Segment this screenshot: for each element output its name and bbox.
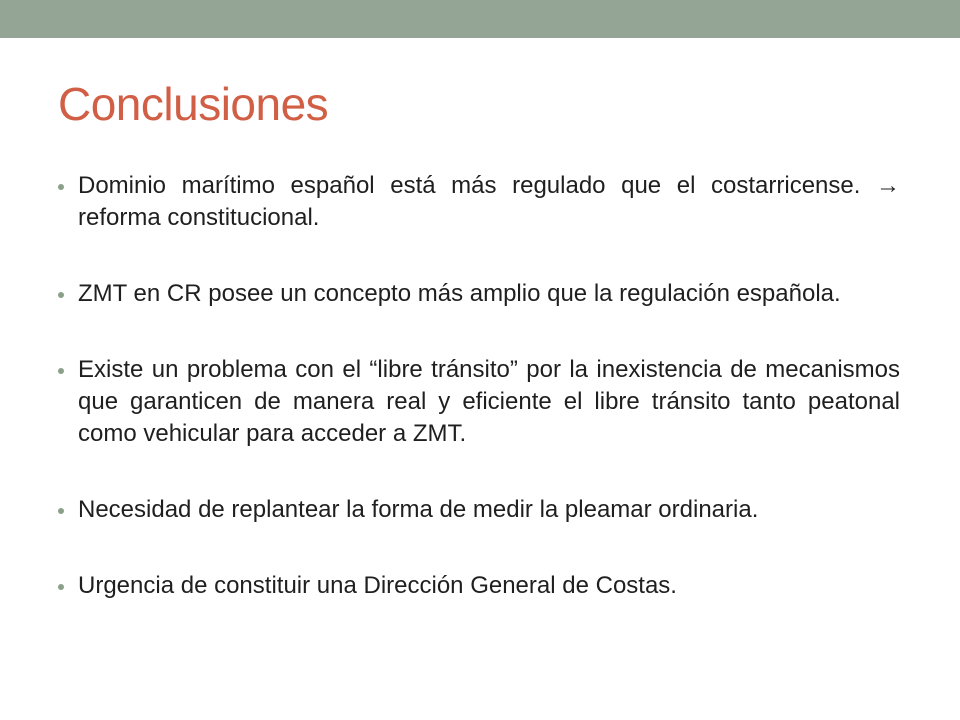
slide-title: Conclusiones xyxy=(58,78,329,130)
bullet-dot-icon xyxy=(58,184,64,190)
bullet-list xyxy=(58,170,900,602)
bullet-item xyxy=(58,494,900,526)
bullet-text: Necesidad de replantear la forma de medir la pleamar ordinaria. xyxy=(78,496,759,523)
bullet-text: Existe un problema con el “libre tránsito” por la inexistencia de mecanismos que garanticen de manera real y eficiente el libre tránsito tanto peatonal como vehicular para acceder a ZMT. xyxy=(78,356,900,447)
bullet-text: ZMT en CR posee un concepto más amplio que la regulación española. xyxy=(78,280,841,307)
bullet-dot-icon xyxy=(58,368,64,374)
bullet-item xyxy=(58,570,900,602)
bullet-item xyxy=(58,354,900,450)
bullet-item xyxy=(58,278,900,310)
bullet-text: Dominio marítimo español está más regulado que el costarricense. → reforma constitucional. xyxy=(78,172,900,231)
bullet-dot-icon xyxy=(58,508,64,514)
bullet-dot-icon xyxy=(58,292,64,298)
bullet-item xyxy=(58,170,900,234)
slide-header-bar xyxy=(0,0,960,38)
bullet-dot-icon xyxy=(58,584,64,590)
bullet-text: Urgencia de constituir una Dirección General de Costas. xyxy=(78,572,677,599)
